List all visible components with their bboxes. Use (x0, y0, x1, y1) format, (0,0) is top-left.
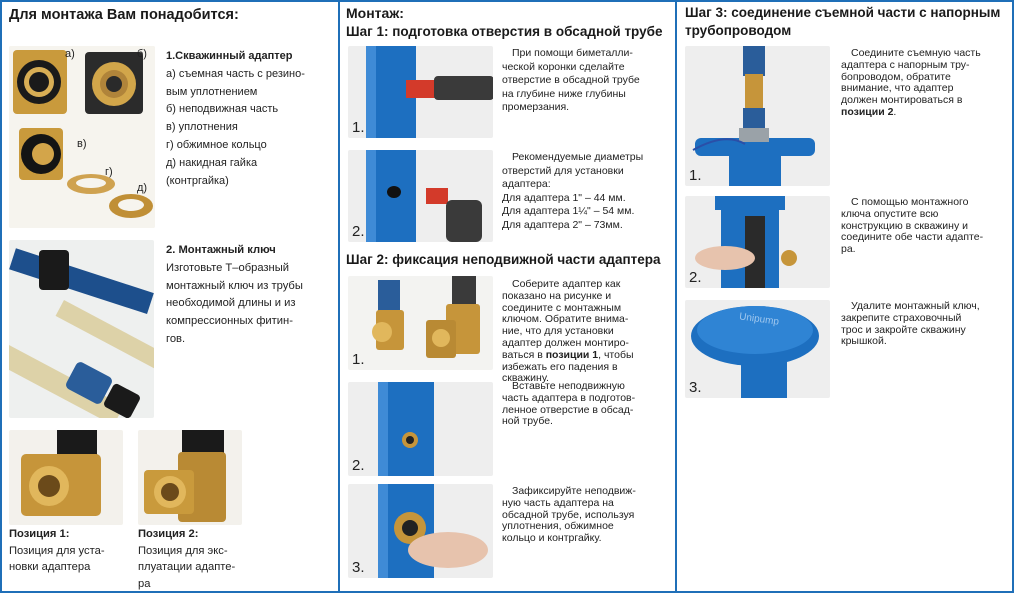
step-2-photo-3 (348, 484, 493, 578)
step-number: 2. (689, 269, 702, 286)
step-number: 3. (689, 379, 702, 396)
position-1-emphasis: позиции 1 (545, 348, 599, 361)
text-line: Рекомендуемые диаметры (512, 151, 644, 163)
text-line: ческой коронки сделайте (502, 60, 625, 73)
step-2-title: Шаг 2: фиксация неподвижной части адаптера (346, 252, 661, 267)
label-g: г) (105, 166, 113, 178)
text-line: соедините обе части адапте- (841, 231, 984, 244)
text-line: ключом. Обратите внима- (502, 313, 629, 326)
text-line: ра. (841, 243, 856, 256)
step-2-photo-1 (348, 276, 493, 370)
text-line: адаптера: (502, 178, 551, 190)
text-line (502, 350, 654, 362)
column-installation (338, 0, 675, 593)
step-number: 2. (352, 457, 365, 474)
step-3-text-3 (841, 301, 991, 348)
text-line: ленное отверстие в обсад- (502, 403, 634, 416)
text-line: уплотнения, обжимное (502, 520, 614, 533)
step-3-photo-2 (685, 196, 830, 288)
text-line: отверстие в обсадной трубе (502, 74, 640, 86)
column-step-3 (675, 0, 1014, 593)
position-2-photo (138, 430, 242, 525)
text-line: показано на рисунке и (502, 289, 612, 302)
key-heading: 2. Монтажный ключ (166, 244, 276, 256)
text-line: При помощи биметалли- (512, 47, 633, 59)
step-1-text-1 (502, 47, 652, 115)
adapter-heading: 1.Скважинный адаптер (166, 50, 293, 62)
text-line: Для адаптера 2" – 73мм. (502, 218, 623, 231)
text-line: на глубине ниже глубины (502, 87, 626, 100)
step-3-text-1 (841, 48, 991, 119)
text-line: адаптер должен монтиро- (502, 336, 629, 349)
position-2-line: ра (138, 577, 151, 590)
step-2-text-2 (502, 381, 654, 428)
step-1-photo-2 (348, 150, 493, 242)
text-line: ключа опустите всю (841, 207, 939, 220)
position-1-caption (9, 526, 129, 576)
key-line: необходимой длины и из (166, 297, 296, 310)
adapter-line: г) обжимное кольцо (166, 138, 267, 151)
key-line: гов. (166, 332, 186, 345)
step-3-text-2 (841, 197, 991, 256)
text-line: ние, что для установки (502, 325, 614, 338)
text-fragment: , чтобы (598, 348, 634, 361)
step-3-photo-1 (685, 46, 830, 186)
step-number: 3. (352, 559, 365, 576)
text-line (841, 107, 991, 119)
step-number: 2. (352, 223, 365, 240)
step-1-photo-1 (348, 46, 493, 138)
adapter-line: вым уплотнением (166, 85, 258, 98)
text-line: крышкой. (841, 335, 887, 348)
text-line: Для адаптера 1" – 44 мм. (502, 191, 626, 204)
step-3-photo-3 (685, 300, 830, 398)
step-3-title (685, 4, 1000, 40)
cap-logo: Unipump (738, 311, 780, 328)
installation-title: Монтаж: (346, 5, 404, 21)
text-fragment: . (893, 105, 897, 118)
adapter-line: д) накидная гайка (166, 156, 258, 169)
text-line: Зафиксируйте неподвиж- (512, 485, 636, 497)
text-line: Соедините съемную часть (851, 47, 981, 59)
text-line: бопроводом, обратите (841, 70, 951, 83)
label-b: б) (137, 48, 147, 60)
text-line: должен монтироваться в (841, 94, 963, 107)
text-line: конструкцию в скважину и (841, 219, 969, 232)
step-2-text-3 (502, 486, 654, 545)
adapter-line: а) съемная часть с резино- (166, 67, 305, 80)
position-2-line: Позиция для экс- (138, 544, 228, 557)
text-line: часть адаптера в подготов- (502, 391, 636, 404)
position-2-line: плуатации адапте- (138, 561, 236, 573)
label-d: д) (137, 182, 148, 194)
position-2-caption (138, 526, 258, 592)
mounting-key-photo (9, 240, 154, 418)
step-1-text-2 (502, 151, 654, 232)
text-line: Соберите адаптер как (512, 278, 621, 290)
adapter-parts-photo (9, 46, 155, 228)
text-line: избежать его падения в (502, 360, 618, 373)
step-number: 1. (352, 119, 365, 136)
text-line: трос и закройте скважину (841, 323, 966, 336)
label-a: а) (65, 48, 75, 60)
key-line: монтажный ключ из трубы (166, 279, 303, 292)
position-1-photo (9, 430, 123, 525)
text-line: промерзания. (502, 101, 570, 113)
step-2-text-1 (502, 279, 654, 385)
text-line: кольцо и контргайку. (502, 532, 602, 545)
position-1-heading: Позиция 1: (9, 528, 70, 540)
text-line: Удалите монтажный ключ, (851, 300, 980, 312)
column-materials (0, 0, 338, 593)
text-line: соедините с монтажным (502, 301, 622, 314)
text-line: отверстий для установки (502, 164, 624, 177)
text-line: ной трубе. (502, 415, 553, 428)
text-line: Вставьте неподвижную (512, 380, 625, 392)
text-line: С помощью монтажного (851, 196, 969, 208)
text-line: обсадной трубе, используя (502, 508, 635, 521)
text-line: Для адаптера 1¼" – 54 мм. (502, 205, 635, 217)
step-1-title: Шаг 1: подготовка отверстия в обсадной трубе (346, 24, 663, 39)
position-1-line: новки адаптера (9, 561, 91, 573)
key-line: компрессионных фитин- (166, 315, 293, 328)
step-2-photo-2 (348, 382, 493, 476)
key-line: Изготовьте Т–образный (166, 261, 290, 274)
text-line: скважину. (502, 372, 549, 385)
text-line: ную часть адаптера на (502, 496, 614, 509)
adapter-line: в) уплотнения (166, 121, 238, 134)
key-description (166, 242, 312, 349)
text-fragment: ваться в (502, 348, 546, 361)
text-line: внимание, что адаптер (841, 82, 954, 95)
position-2-heading: Позиция 2: (138, 528, 199, 540)
text-line: закрепите страховочный (841, 311, 962, 324)
position-1-line: Позиция для уста- (9, 544, 105, 557)
step-number: 1. (689, 167, 702, 184)
materials-title: Для монтажа Вам понадобится: (9, 7, 239, 23)
position-2-emphasis: позиции 2 (841, 105, 894, 118)
text-line: адаптера с напорным тру- (841, 58, 970, 71)
step-3-title-line: трубопроводом (685, 23, 792, 38)
step-3-title-line: Шаг 3: соединение съемной части с напорным (685, 5, 1001, 20)
step-number: 1. (352, 351, 365, 368)
adapter-line: б) неподвижная часть (166, 103, 279, 116)
label-v: в) (77, 138, 87, 150)
adapter-line: (контргайка) (166, 174, 229, 187)
adapter-description (166, 48, 331, 190)
